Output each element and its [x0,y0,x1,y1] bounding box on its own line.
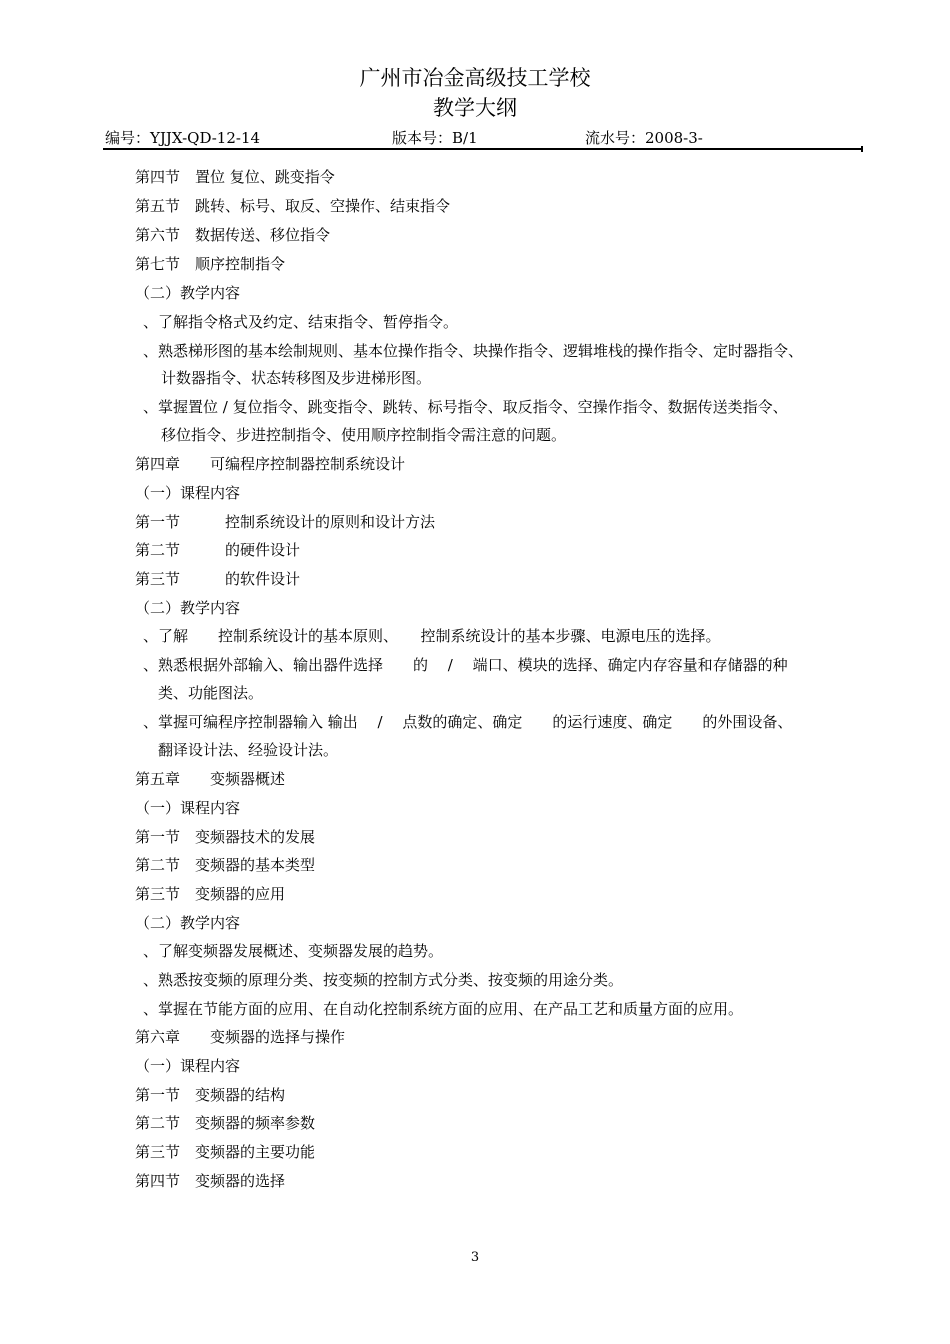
content-line: 、了解指令格式及约定、结束指令、暂停指令。 [143,313,459,331]
content-line: 、掌握置位 / 复位指令、跳变指令、跳转、标号指令、取反指令、空操作指令、数据传送类指令、 [143,398,788,416]
section-line: 第三节 的软件设计 [135,570,301,588]
subheading-line: （一）课程内容 [135,484,241,502]
subheading-line: （一）课程内容 [135,1057,241,1075]
section-line: 第二节 变频器的频率参数 [135,1114,316,1132]
section-line: 第六节 数据传送、移位指令 [135,226,331,244]
school-name: 广州市冶金高级技工学校 [359,66,591,90]
section-line: 第一节 变频器技术的发展 [135,828,316,846]
content-line: 、熟悉按变频的原理分类、按变频的控制方式分类、按变频的用途分类。 [143,971,624,989]
header-rule [103,148,863,150]
section-line: 第七节 顺序控制指令 [135,255,286,273]
section-line: 第四节 置位 复位、跳变指令 [135,168,335,186]
section-line: 第二节 的硬件设计 [135,541,301,559]
page-number: 3 [470,1250,480,1265]
section-line: 第三节 变频器的主要功能 [135,1143,316,1161]
header-rule-tick [861,146,863,152]
subheading-line: （二）教学内容 [135,914,241,932]
content-line: 、了解变频器发展概述、变频器发展的趋势。 [143,942,444,960]
serial-number: 流水号：2008-3- [585,129,703,147]
section-line: 第一节 控制系统设计的原则和设计方法 [135,513,436,531]
subheading-line: （二）教学内容 [135,599,241,617]
document-code: 编号：YJJX-QD-12-14 [105,129,261,147]
section-line: 第五节 跳转、标号、取反、空操作、结束指令 [135,197,451,215]
content-line-continued: 类、功能图法。 [158,684,264,702]
chapter-heading: 第五章 变频器概述 [135,770,286,788]
subheading-line: （二）教学内容 [135,284,241,302]
section-line: 第三节 变频器的应用 [135,885,286,903]
section-line: 第一节 变频器的结构 [135,1086,286,1104]
section-line: 第四节 变频器的选择 [135,1172,286,1190]
content-line: 、掌握可编程序控制器输入 输出 / 点数的确定、确定 的运行速度、确定 的外围设备、 [143,713,793,731]
content-line: 、熟悉梯形图的基本绘制规则、基本位操作指令、块操作指令、逻辑堆栈的操作指令、定时器指令、 [143,342,804,360]
chapter-heading: 第四章 可编程序控制器控制系统设计 [135,455,406,473]
section-line: 第二节 变频器的基本类型 [135,856,316,874]
subheading-line: （一）课程内容 [135,799,241,817]
content-line-continued: 翻译设计法、经验设计法。 [158,741,339,759]
content-line-continued: 计数器指令、状态转移图及步进梯形图。 [161,369,432,387]
version-number: 版本号：B/1 [392,129,478,147]
document-type: 教学大纲 [433,96,517,120]
content-line: 、了解 控制系统设计的基本原则、 控制系统设计的基本步骤、电源电压的选择。 [143,627,721,645]
content-line: 、掌握在节能方面的应用、在自动化控制系统方面的应用、在产品工艺和质量方面的应用。 [143,1000,744,1018]
content-line: 、熟悉根据外部输入、输出器件选择 的 / 端口、模块的选择、确定内存容量和存储器的种 [143,656,788,674]
content-line-continued: 移位指令、步进控制指令、使用顺序控制指令需注意的问题。 [161,426,567,444]
chapter-heading: 第六章 变频器的选择与操作 [135,1028,346,1046]
